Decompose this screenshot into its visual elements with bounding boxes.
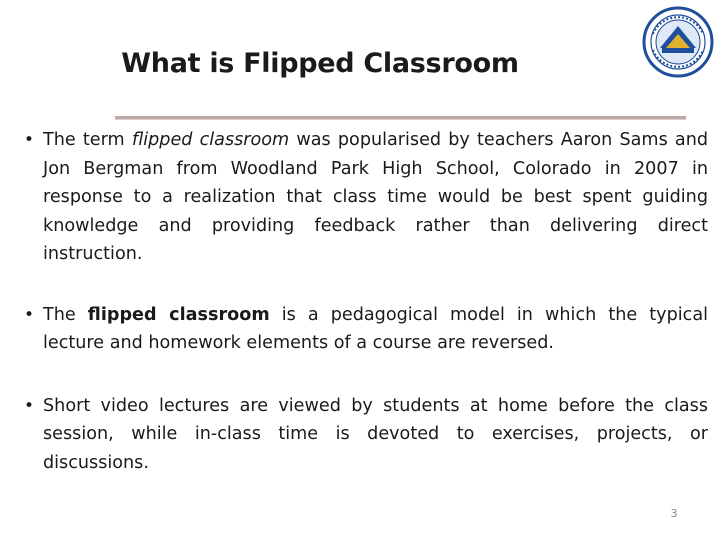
university-seal-icon — [640, 4, 716, 80]
bullet-list — [22, 126, 708, 477]
slide-title: What is Flipped Classroom — [121, 48, 519, 79]
bullet-item — [22, 301, 708, 358]
bullet-text-italic: flipped classroom — [131, 130, 290, 150]
bullet-text: Short video lectures are viewed by students at home before the class session, while in-class time is devoted to exercises, projects, or discussions. — [43, 395, 708, 473]
bullet-item — [22, 126, 708, 269]
title-divider — [115, 116, 686, 120]
page-number: 3 — [670, 507, 678, 520]
bullet-text-bold: flipped classroom — [87, 304, 270, 325]
bullet-text: The — [43, 304, 88, 325]
bullet-text: is a pedagogical model in which the typical lecture and homework elements of a course are reversed. — [43, 304, 708, 353]
bullet-item — [22, 392, 708, 478]
bullet-text: was popularised by teachers Aaron Sams and Jon Bergman from Woodland Park High School, Colorado in 2007 in response to a realization that class time would be best spent guiding knowledge and providing feedback rather than delivering direct instruction. — [43, 130, 709, 264]
bullet-text: The term — [43, 130, 132, 150]
